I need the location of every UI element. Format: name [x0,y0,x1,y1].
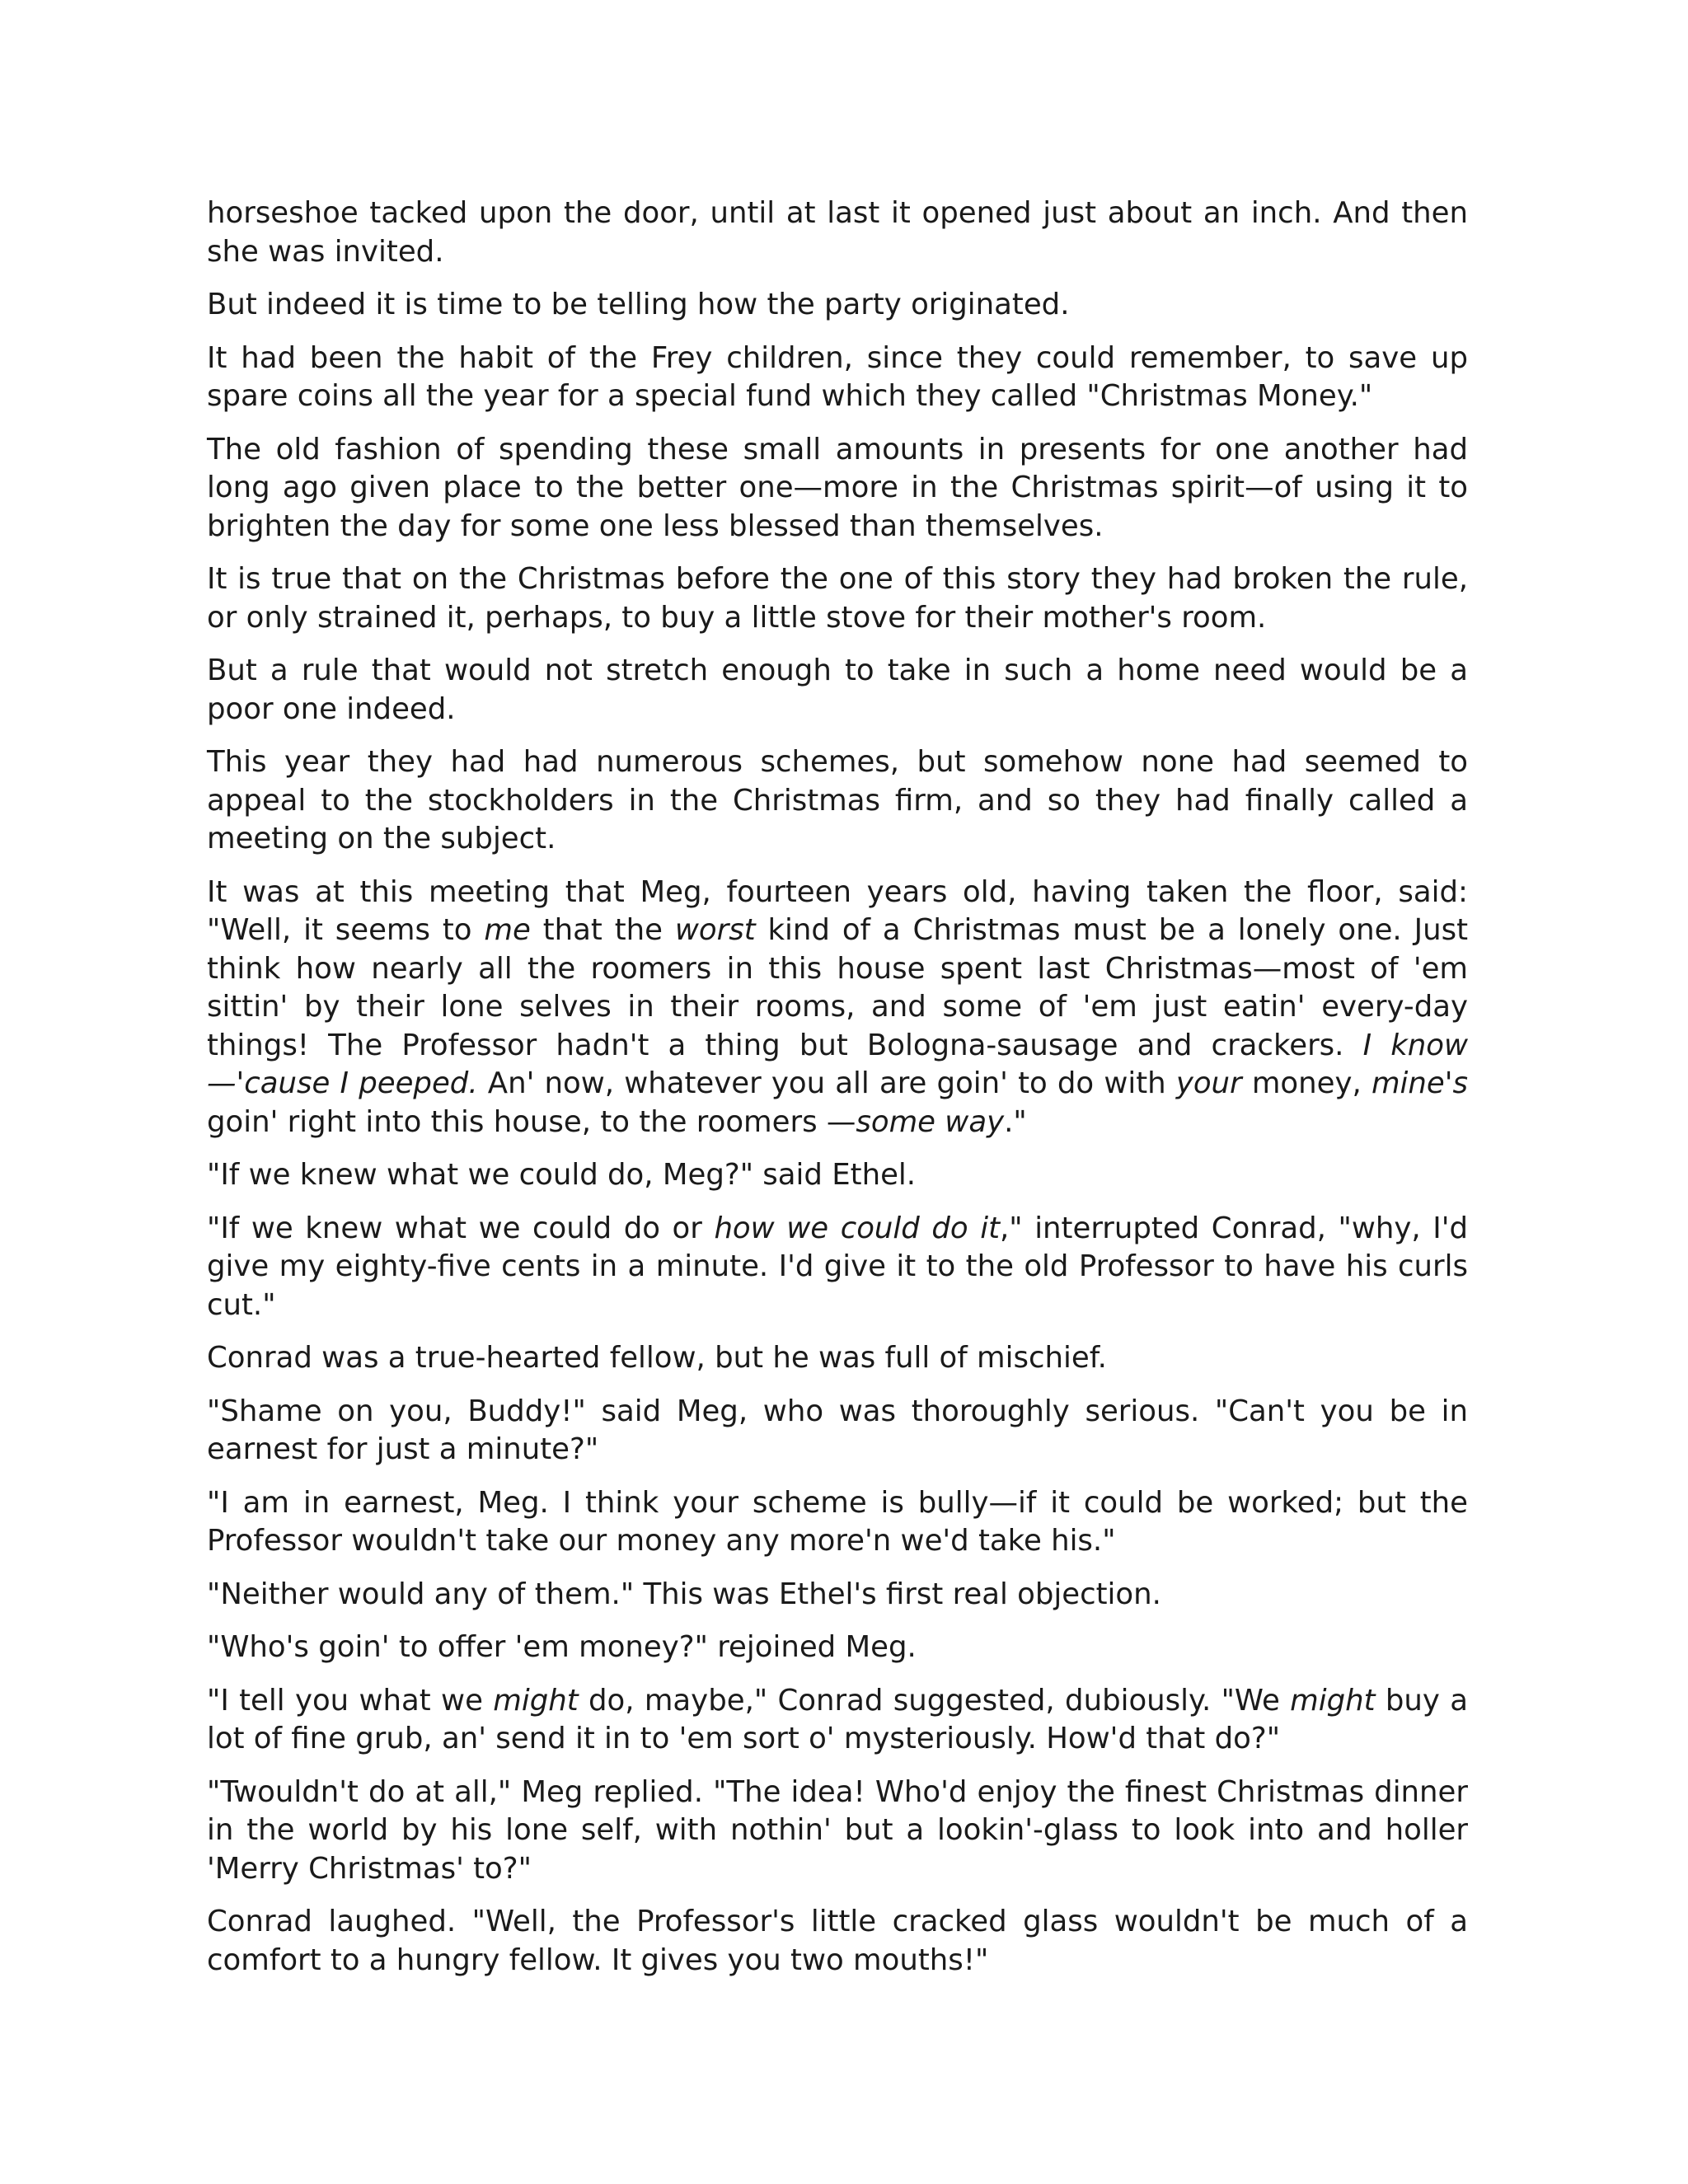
text-run: It is true that on the Christmas before the one of this story they had broken the rule, or only strained it, perhaps, to buy a little stove for their mother's room. [207,562,1468,635]
paragraph [207,1774,1468,1889]
text-run: "If we knew what we could do, Meg?" said Ethel. [207,1158,917,1192]
italic-text: your [1175,1066,1242,1100]
italic-text: worst [674,913,756,947]
text-run: But indeed it is time to be telling how the party originated. [207,288,1070,321]
italic-text: mine's [1371,1066,1468,1100]
italic-text: some way [856,1104,1005,1139]
text-run: horseshoe tacked upon the door, until at last it opened just about an inch. And then she was invited. [207,196,1468,269]
text-run: "Twouldn't do at all," Meg replied. "The idea! Who'd enjoy the finest Christmas dinner in the world by his lone self, with nothin' but a lookin'-glass to look into and holler 'Merry Christmas' to?" [207,1774,1468,1886]
text-run: "Neither would any of them." This was Ethel's first real objection. [207,1577,1161,1611]
text-run: But a rule that would not stretch enough to take in such a home need would be a poor one indeed. [207,654,1468,726]
paragraph [207,1629,1468,1667]
text-run: goin' right into this house, to the roomers — [207,1104,856,1139]
italic-text: might [1290,1683,1376,1718]
text-run: "I am in earnest, Meg. I think your scheme is bully—if it could be worked; but the Professor wouldn't take our money any more'n we'd take his." [207,1485,1468,1558]
text-run: "Shame on you, Buddy!" said Meg, who was thoroughly serious. "Can't you be in earnest for just a minute?" [207,1394,1468,1466]
italic-text: how we could do it [714,1211,1001,1245]
paragraph [207,652,1468,729]
paragraph [207,1682,1468,1759]
text-run: It was at this meeting that Meg, fourteen years old, having taken the floor, said: "Well, it seems to [207,874,1468,947]
paragraph [207,1393,1468,1469]
paragraph [207,1339,1468,1378]
text-run: The old fashion of spending these small amounts in presents for one another had long ago given place to the better one—more in the Christmas spirit—of using it to brighten the day for some one less blessed than themselves. [207,432,1468,543]
text-run: "Who's goin' to offer 'em money?" rejoined Meg. [207,1630,917,1664]
paragraph [207,560,1468,637]
paragraph [207,1156,1468,1195]
text-run: do, maybe," Conrad suggested, dubiously. "We [578,1683,1291,1718]
paragraph [207,431,1468,546]
paragraph [207,1484,1468,1561]
text-run: Conrad was a true-hearted fellow, but he was full of mischief. [207,1341,1107,1375]
text-run: It had been the habit of the Frey children, since they could remember, to save up spare coins all the year for a special fund which they called "Christmas Money." [207,340,1468,413]
text-body [207,194,1468,1994]
text-run: ," interrupted Conrad, "why, I'd give my eighty-five cents in a minute. I'd give it to the old Professor to have his curls cut." [207,1211,1469,1322]
text-run: buy a lot of fine grub, an' send it in to 'em sort o' mysteriously. How'd that do?" [207,1683,1468,1755]
text-run: An' now, whatever you all are goin' to do with [477,1066,1176,1100]
text-run: "If we knew what we could do or [207,1211,715,1245]
italic-text: I know—'cause I peeped. [207,1028,1469,1100]
paragraph [207,194,1468,271]
text-run: Conrad laughed. "Well, the Professor's little cracked glass wouldn't be much of a comfort to a hungry fellow. It gives you two mouths!" [207,1905,1468,1977]
italic-text: me [484,913,531,947]
text-run: This year they had had numerous schemes, but somehow none had seemed to appeal to the stockholders in the Christmas firm, and so they had finally called a meeting on the subject. [207,745,1468,855]
paragraph [207,1576,1468,1615]
text-run: "I tell you what we [207,1683,494,1718]
text-run: money, [1241,1066,1372,1100]
italic-text: might [493,1683,579,1718]
paragraph [207,1210,1468,1325]
paragraph [207,743,1468,859]
text-run: kind of a Christmas must be a lonely one. Just think how nearly all the roomers in this house spent last Christmas—most of 'em sittin' by their lone selves in their rooms, and some of 'em just eatin' every-day things! The Professor hadn't a thing but Bologna-sausage and crackers. [207,913,1468,1062]
paragraph [207,1903,1468,1980]
paragraph [207,340,1468,416]
paragraph [207,286,1468,325]
paragraph [207,874,1468,1142]
text-run: that the [530,913,675,947]
text-run: ." [1004,1104,1027,1139]
